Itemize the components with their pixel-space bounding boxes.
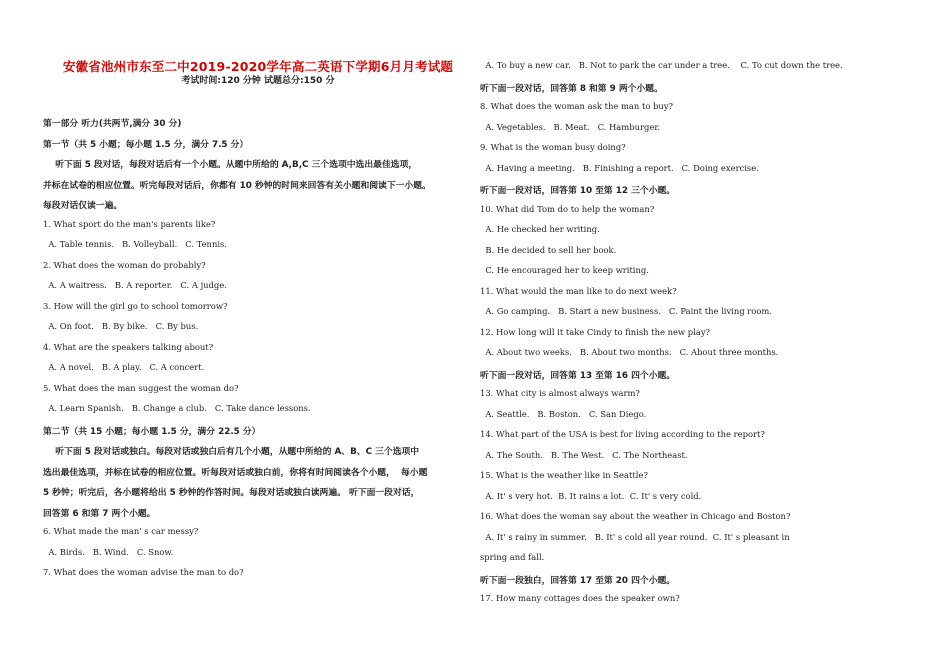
right-line-q: 10. What did Tom do to help the woman? <box>480 203 655 214</box>
right-line-q: 12. How long will it take Cindy to finish the new play? <box>480 326 711 337</box>
left-line-opt: A. A waitress. B. A reporter. C. A judge. <box>43 280 227 290</box>
right-line-opt: spring and fall. <box>480 552 545 562</box>
left-line-q: 1. What sport do the man's parents like? <box>43 218 216 229</box>
left-line-opt: A. Table tennis. B. Volleyball. C. Tennis. <box>43 239 227 249</box>
right-line-opt: A. The South. B. The West. C. The Northeast. <box>480 449 688 460</box>
right-line-opt: A. To buy a new car. B. Not to park the car under a tree. C. To cut down the tree. <box>480 60 843 70</box>
right-line-q: 9. What is the woman busy doing? <box>480 142 626 152</box>
left-line-q: 2. What does the woman do probably? <box>43 259 206 270</box>
right-line-head: 听下面一段对话，回答第 10 至第 12 三个小题。 <box>480 186 676 196</box>
right-line-opt: B. He decided to sell her book. <box>480 244 617 255</box>
right-line-q: 17. How many cottages does the speaker own? <box>480 593 680 603</box>
left-line-head: 第一部分 听力(共两节,满分 30 分) <box>43 119 182 129</box>
left-line-para: 选出最佳选项，并标在试卷的相应位置。听每段对话或独白前，你将有时间阅读各个小题， 每小题 <box>43 467 428 478</box>
left-line-para: 5 秒钟；听完后，各小题将给出 5 秒钟的作答时间。每段对话或独白读两遍。 听下面一段对话， <box>43 488 420 498</box>
right-line-head: 听下面一段对话，回答第 8 和第 9 两个小题。 <box>480 83 663 94</box>
left-line-opt: A. Learn Spanish. B. Change a club. C. Take dance lessons. <box>43 403 311 413</box>
right-line-q: 14. What part of the USA is best for living according to the report? <box>480 429 765 439</box>
left-line-para: 每段对话仅读一遍。 <box>43 201 123 211</box>
right-line-opt: A. It' s rainy in summer. B. It' s cold all year round. C. It' s pleasant in <box>480 531 790 542</box>
left-line-opt: A. Birds. B. Wind. C. Snow. <box>43 546 174 557</box>
left-line-para: 听下面 5 段对话，每段对话后有一个小题。从题中所给的 A,B,C 三个选项中选出最佳选项， <box>43 160 418 170</box>
left-line-q: 3. How will the girl go to school tomorrow? <box>43 300 228 311</box>
left-line-para: 回答第 6 和第 7 两个小题。 <box>43 508 156 519</box>
left-line-opt: A. On foot. B. By bike. C. By bus. <box>43 321 199 331</box>
left-line-para: 并标在试卷的相应位置。听完每段对话后，你都有 10 秒钟的时间来回答有关小题和阅读下一小题。 <box>43 180 431 191</box>
left-line-q: 6. What made the man' s car messy? <box>43 526 199 536</box>
right-line-head: 听下面一段独白，回答第 17 至第 20 四个小题。 <box>480 575 676 586</box>
right-line-opt: A. It' s very hot. B. It rains a lot. C. It' s very cold. <box>480 490 702 501</box>
left-line-q: 7. What does the woman advise the man to do? <box>43 567 244 577</box>
left-line-para: 听下面 5 段对话或独白。每段对话或独白后有几个小题，从题中所给的 A、B、C 三个选项中 <box>43 447 420 457</box>
right-line-opt: C. He encouraged her to keep writing. <box>480 265 649 275</box>
right-line-opt: A. About two weeks. B. About two months. C. About three months. <box>480 347 779 357</box>
right-line-q: 13. What city is almost always warm? <box>480 388 640 398</box>
left-line-head: 第一节（共 5 小题；每小题 1.5 分，满分 7.5 分） <box>43 139 249 150</box>
left-line-opt: A. A novel. B. A play. C. A concert. <box>43 362 205 372</box>
right-line-q: 8. What does the woman ask the man to buy? <box>480 101 674 111</box>
right-line-opt: A. Seattle. B. Boston. C. San Diego. <box>480 408 647 419</box>
right-line-head: 听下面一段对话，回答第 13 至第 16 四个小题。 <box>480 370 676 381</box>
left-line-head: 第二节（共 15 小题；每小题 1.5 分，满分 22.5 分） <box>43 426 261 437</box>
exam-title: 安徽省池州市东至二中2019-2020学年高二英语下学期6月月考试题 <box>62 59 454 74</box>
right-line-opt: A. Having a meeting. B. Finishing a report. C. Doing exercise. <box>480 162 759 173</box>
right-line-opt: A. Go camping. B. Start a new business. C. Paint the living room. <box>480 306 772 316</box>
right-line-q: 11. What would the man like to do next week? <box>480 285 677 296</box>
left-line-q: 5. What does the man suggest the woman do? <box>43 382 239 393</box>
right-line-q: 15. What is the weather like in Seattle? <box>480 470 648 480</box>
right-line-opt: A. Vegetables. B. Meat. C. Hamburger. <box>480 121 661 132</box>
right-line-q: 16. What does the woman say about the weather in Chicago and Boston? <box>480 511 791 521</box>
exam-subtitle: 考试时间:120 分钟 试题总分:150 分 <box>181 76 335 86</box>
right-line-opt: A. He checked her writing. <box>480 224 600 234</box>
left-line-q: 4. What are the speakers talking about? <box>43 341 214 352</box>
